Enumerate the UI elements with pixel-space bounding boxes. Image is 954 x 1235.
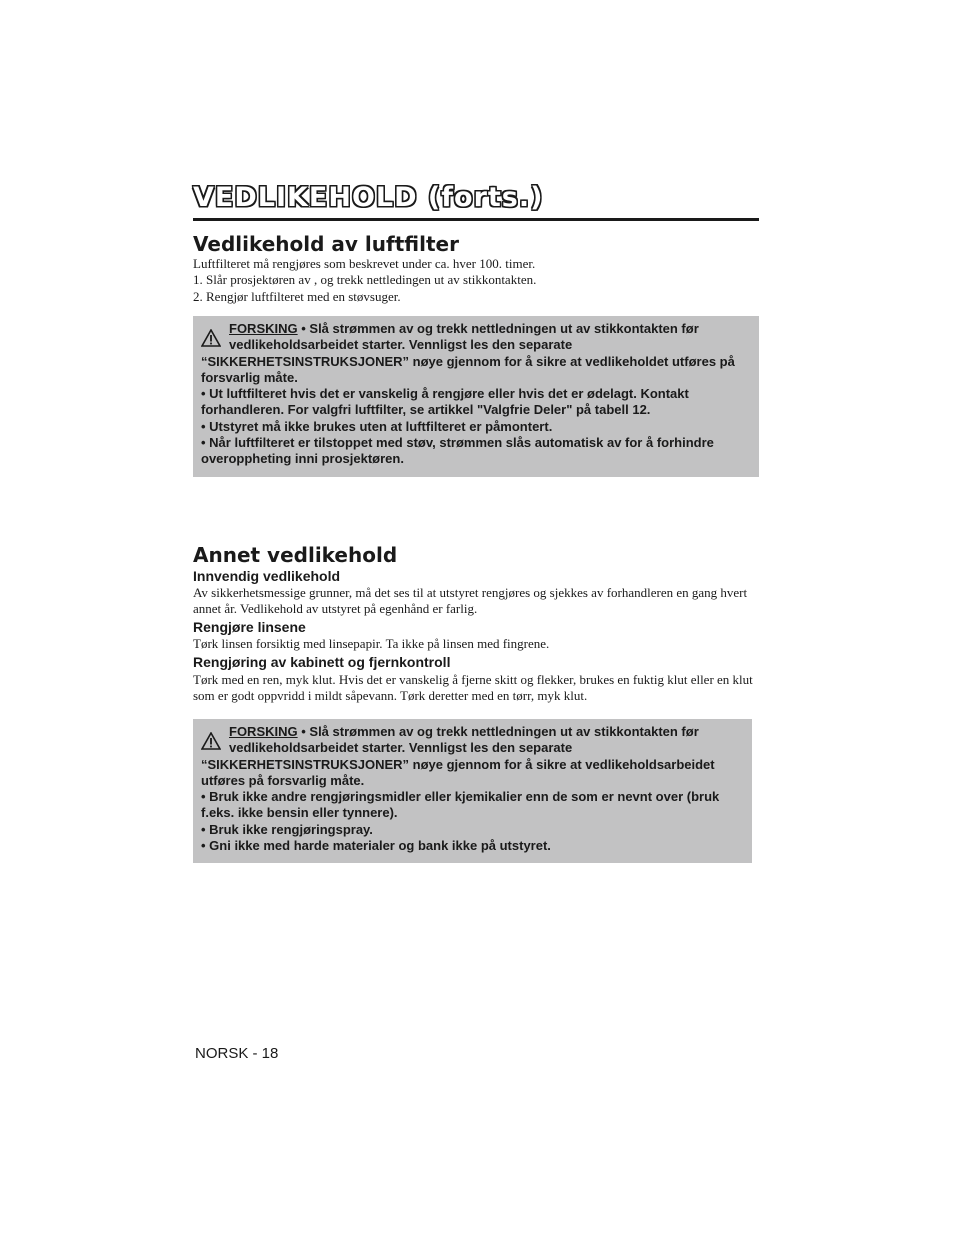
caution-line: • Gni ikke med harde materialer og bank ikke på utstyret. xyxy=(201,838,551,854)
caution-line: • Bruk ikke rengjøringspray. xyxy=(201,821,373,837)
clean-lens-text: Tørk linsen forsiktig med linsepapir. Ta ikke på linsen med fingrene. xyxy=(193,636,550,651)
title-rule xyxy=(193,218,759,221)
air-filter-step: 2. Rengjør luftfilteret med en støvsuger. xyxy=(193,288,401,304)
air-filter-line: Luftfilteret må rengjøres som beskrevet under ca. hver 100. timer. xyxy=(193,256,536,271)
clean-cabinet-text: Tørk med en ren, myk klut. Hvis det er vanskelig å fjerne skitt og flekker, brukes en fuktig klut eller en klut som er godt oppvridd i mildt såpevann. Tørk deretter med en tørr, myk klut. xyxy=(193,672,753,704)
caution-line: • Ut luftfilteret hvis det er vanskelig å rengjøre eller hvis det er ødelagt. Kontakt forhandleren. For valgfri luftfilter, se artikkel "Valgfrie Deler" på tabell 12. xyxy=(201,386,689,418)
warning-triangle-icon xyxy=(201,329,221,347)
subheading-clean-cabinet: Rengjøring av kabinett og fjernkontroll xyxy=(193,654,451,670)
page-title: VEDLIKEHOLD (forts.) xyxy=(193,182,544,213)
caution-text: • Slå strømmen av og trekk nettledningen ut av stikkontakten før vedlikeholdsarbeidet starter. Vennligst les den separate xyxy=(229,724,699,756)
caution-box-other-maintenance xyxy=(193,719,752,863)
air-filter-body xyxy=(193,256,759,305)
caution-box-air-filter xyxy=(193,316,759,477)
caution-line: • Når luftfilteret er tilstoppet med støv, strømmen slås automatisk av for å forhindre overoppheting inni prosjektøren. xyxy=(201,435,714,467)
air-filter-step: 1. Slår prosjektøren av , og trekk nettledingen ut av stikkontakten. xyxy=(193,272,537,288)
caution-line: “SIKKERHETSINSTRUKSJONER” nøye gjennom for å sikre at vedlikeholdet utføres på forsvarlig måte. xyxy=(201,353,735,385)
warning-triangle-icon xyxy=(201,732,221,750)
caution-line: • Bruk ikke andre rengjøringsmidler eller kjemikalier enn de som er nevnt over (bruk f.eks. ikke bensin eller tynnere). xyxy=(201,789,720,821)
section-heading-air-filter: Vedlikehold av luftfilter xyxy=(193,232,459,256)
caution-line: “SIKKERHETSINSTRUKSJONER” nøye gjennom for å sikre at vedlikeholdsarbeidet utføres på forsvarlig måte. xyxy=(201,756,715,788)
caution-label: FORSKING xyxy=(229,321,298,336)
caution-first-line xyxy=(201,321,751,354)
subheading-internal-maintenance: Innvendig vedlikehold xyxy=(193,568,341,584)
subheading-clean-lens: Rengjøre linsene xyxy=(193,619,306,635)
caution-label: FORSKING xyxy=(229,724,298,739)
caution-text: • Slå strømmen av og trekk nettledningen ut av stikkontakten før vedlikeholdsarbeidet starter. Vennligst les den separate xyxy=(229,321,699,353)
caution-line: • Utstyret må ikke brukes uten at luftfilteret er påmontert. xyxy=(201,418,553,434)
section-heading-other-maintenance: Annet vedlikehold xyxy=(193,543,398,567)
caution-first-line xyxy=(201,724,744,757)
page-footer: NORSK - 18 xyxy=(195,1045,279,1062)
internal-maintenance-text: Av sikkerhetsmessige grunner, må det ses til at utstyret rengjøres og sjekkes av forhandleren en gang hvert annet år. Vedlikehold av utstyret på egenhånd er farlig. xyxy=(193,585,748,617)
